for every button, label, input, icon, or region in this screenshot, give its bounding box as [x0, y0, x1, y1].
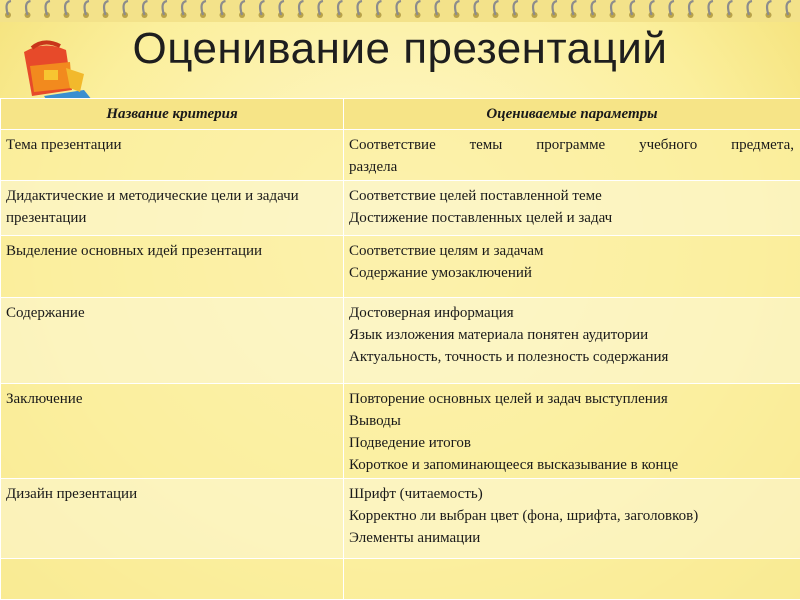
table-row	[1, 479, 800, 559]
parameter-line: Соответствие целей поставленной теме	[349, 188, 602, 204]
spiral-binding-decoration	[0, 0, 800, 22]
parameters-cell	[344, 298, 800, 384]
table-row	[1, 236, 800, 298]
table-header-row	[1, 99, 800, 130]
parameter-line: Достижение поставленных целей и задач	[349, 210, 613, 226]
criterion-cell: Заключение	[1, 384, 344, 479]
table-row	[1, 130, 800, 181]
parameter-line: Язык изложения материала понятен аудитории	[349, 327, 649, 343]
table-row	[1, 181, 800, 236]
parameter-line: раздела	[349, 159, 398, 175]
table-row	[1, 298, 800, 384]
parameters-cell	[344, 181, 800, 236]
criterion-cell: Тема презентации	[1, 130, 344, 181]
criterion-cell: Выделение основных идей презентации	[1, 236, 344, 298]
parameter-line: Подведение итогов	[349, 435, 471, 451]
slide-title: Оценивание презентаций	[132, 24, 668, 73]
parameter-line: Соответствие целям и задачам	[349, 243, 544, 259]
empty-cell	[344, 559, 800, 600]
empty-cell	[1, 559, 344, 600]
parameters-cell	[344, 479, 800, 559]
header-criterion: Название критерия	[1, 99, 344, 130]
parameters-cell	[344, 130, 800, 181]
parameter-line: Повторение основных целей и задач выступления	[349, 391, 668, 407]
parameter-line: Содержание умозаключений	[349, 265, 532, 281]
parameter-line: Шрифт (читаемость)	[349, 486, 483, 502]
parameter-line: Выводы	[349, 413, 401, 429]
parameters-cell	[344, 236, 800, 298]
criterion-cell: Дидактические и методические цели и задачи презентации	[1, 181, 344, 236]
parameters-cell	[344, 384, 800, 479]
criterion-cell: Содержание	[1, 298, 344, 384]
parameter-line: Достоверная информация	[349, 305, 514, 321]
criteria-table	[0, 98, 800, 600]
parameter-line: Элементы анимации	[349, 530, 481, 546]
parameter-line: Короткое и запоминающееся высказывание в конце	[349, 457, 679, 473]
criterion-cell: Дизайн презентации	[1, 479, 344, 559]
parameter-line: Соответствие темы программе учебного предмета,	[349, 137, 794, 153]
table-row	[1, 384, 800, 479]
table-row-empty	[1, 559, 800, 600]
parameter-line: Корректно ли выбран цвет (фона, шрифта, заголовков)	[349, 508, 699, 524]
parameter-line: Актуальность, точность и полезность содержания	[349, 349, 669, 365]
header-parameters: Оцениваемые параметры	[344, 99, 800, 130]
